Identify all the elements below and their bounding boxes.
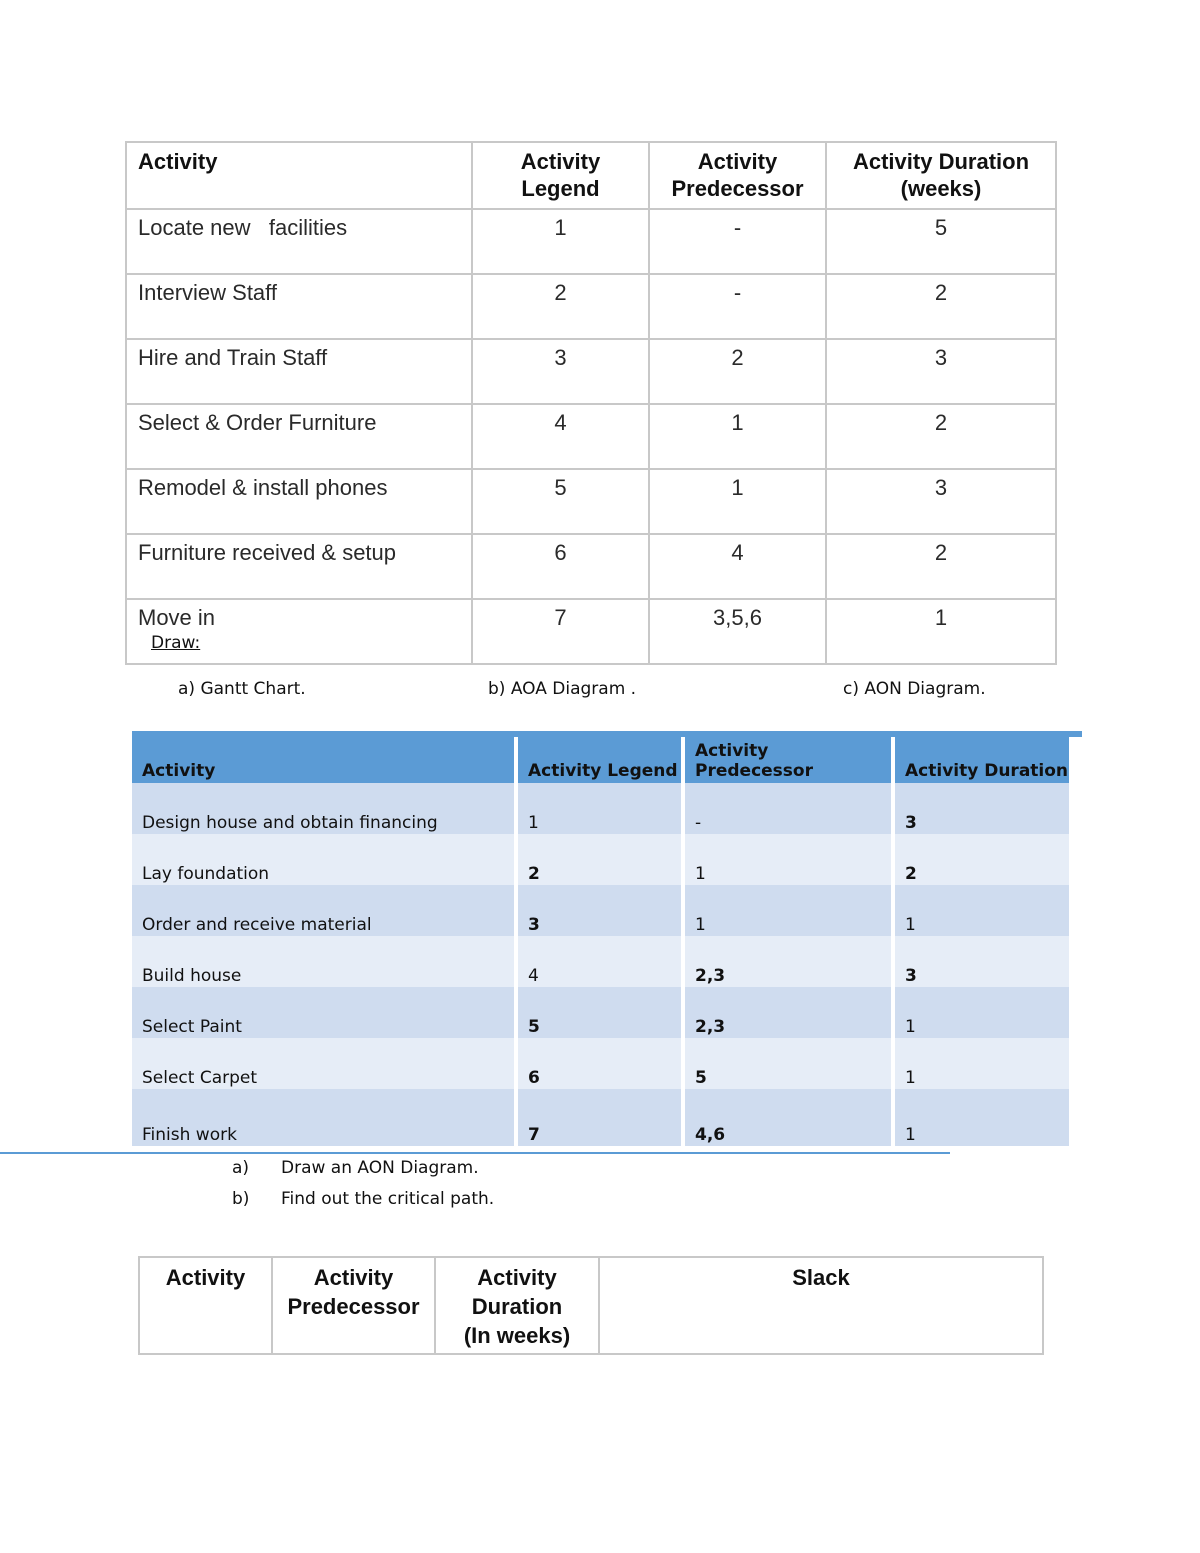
- question-text: Draw an AON Diagram.: [281, 1158, 479, 1178]
- draw-label: Draw:: [151, 633, 201, 653]
- cell-activity: Furniture received & setup: [126, 534, 472, 599]
- table-row: [126, 339, 1056, 404]
- table-row: [132, 987, 1069, 1038]
- cell-legend: 4: [516, 936, 683, 987]
- header-activity-duration: Activity Duration (weeks): [826, 142, 1056, 209]
- cell-duration: 1: [893, 885, 1069, 936]
- cell-duration: 2: [826, 274, 1056, 339]
- activity-table-1: [125, 141, 1057, 665]
- cell-legend: 1: [516, 783, 683, 834]
- cell-predecessor: 2,3: [683, 987, 893, 1038]
- table-row: [132, 936, 1069, 987]
- cell-predecessor: 3,5,6: [649, 599, 826, 664]
- cell-legend: 6: [516, 1038, 683, 1089]
- header-activity: Activity: [126, 142, 472, 209]
- draw-item-aoa-diagram: b) AOA Diagram .: [488, 679, 637, 699]
- cell-legend: 2: [516, 834, 683, 885]
- cell-legend: 5: [472, 469, 649, 534]
- table-header-row: [126, 142, 1056, 209]
- cell-legend: 3: [472, 339, 649, 404]
- header-activity-predecessor: Activity Predecessor: [683, 737, 893, 783]
- cell-activity: Remodel & install phones: [126, 469, 472, 534]
- cell-duration: 3: [893, 936, 1069, 987]
- table-row: [126, 469, 1056, 534]
- table-row: [132, 1038, 1069, 1089]
- draw-item-gantt-chart: a) Gantt Chart.: [178, 679, 306, 699]
- cell-predecessor: 1: [649, 469, 826, 534]
- cell-predecessor: 5: [683, 1038, 893, 1089]
- table-row: [132, 1089, 1069, 1146]
- cell-activity: Select & Order Furniture: [126, 404, 472, 469]
- table-header-row: [139, 1257, 1043, 1354]
- header-activity-predecessor: Activity Predecessor: [272, 1257, 435, 1354]
- cell-predecessor: -: [683, 783, 893, 834]
- cell-legend: 5: [516, 987, 683, 1038]
- cell-activity: Lay foundation: [132, 834, 516, 885]
- cell-duration: 2: [826, 534, 1056, 599]
- activity-table-2: [132, 737, 1069, 1146]
- cell-duration: 3: [826, 339, 1056, 404]
- header-activity-legend: Activity Legend: [516, 737, 683, 783]
- cell-legend: 1: [472, 209, 649, 274]
- cell-activity: Finish work: [132, 1089, 516, 1146]
- cell-predecessor: 2: [649, 339, 826, 404]
- cell-legend: 4: [472, 404, 649, 469]
- cell-activity: Select Paint: [132, 987, 516, 1038]
- cell-predecessor: 2,3: [683, 936, 893, 987]
- cell-duration: 5: [826, 209, 1056, 274]
- cell-duration: 1: [893, 1038, 1069, 1089]
- cell-predecessor: 1: [649, 404, 826, 469]
- table-row: [126, 209, 1056, 274]
- question-letter: a): [232, 1158, 250, 1178]
- header-activity-legend: Activity Legend: [472, 142, 649, 209]
- cell-legend: 7: [472, 599, 649, 664]
- cell-predecessor: 4: [649, 534, 826, 599]
- question-letter: b): [232, 1189, 250, 1209]
- cell-activity: Move in: [126, 599, 472, 664]
- cell-duration: 3: [826, 469, 1056, 534]
- cell-legend: 3: [516, 885, 683, 936]
- cell-legend: 6: [472, 534, 649, 599]
- table-row: [132, 834, 1069, 885]
- question-text: Find out the critical path.: [281, 1189, 495, 1209]
- cell-predecessor: 4,6: [683, 1089, 893, 1146]
- cell-activity: Order and receive material: [132, 885, 516, 936]
- table-row: [126, 534, 1056, 599]
- cell-activity: Select Carpet: [132, 1038, 516, 1089]
- table-bottom-rule: [0, 1152, 950, 1154]
- cell-duration: 1: [893, 1089, 1069, 1146]
- cell-predecessor: 1: [683, 885, 893, 936]
- cell-activity: Build house: [132, 936, 516, 987]
- cell-legend: 2: [472, 274, 649, 339]
- header-activity: Activity: [132, 737, 516, 783]
- table-row: [132, 885, 1069, 936]
- cell-duration: 3: [893, 783, 1069, 834]
- cell-legend: 7: [516, 1089, 683, 1146]
- draw-item-aon-diagram: c) AON Diagram.: [843, 679, 986, 699]
- table-row: [126, 404, 1056, 469]
- table-row: [126, 599, 1056, 664]
- cell-duration: 2: [893, 834, 1069, 885]
- cell-activity: Interview Staff: [126, 274, 472, 339]
- cell-duration: 1: [893, 987, 1069, 1038]
- cell-predecessor: 1: [683, 834, 893, 885]
- header-activity-duration: Activity Duration (In weeks): [435, 1257, 599, 1354]
- table-header-row: [132, 737, 1069, 783]
- cell-duration: 1: [826, 599, 1056, 664]
- table-row: [132, 783, 1069, 834]
- header-slack: Slack: [599, 1257, 1043, 1354]
- cell-duration: 2: [826, 404, 1056, 469]
- cell-activity: Design house and obtain financing: [132, 783, 516, 834]
- cell-activity: Locate new facilities: [126, 209, 472, 274]
- cell-predecessor: -: [649, 274, 826, 339]
- cell-predecessor: -: [649, 209, 826, 274]
- slack-table: [138, 1256, 1044, 1355]
- header-activity-duration: Activity Duration: [893, 737, 1069, 783]
- cell-activity: Hire and Train Staff: [126, 339, 472, 404]
- header-activity: Activity: [139, 1257, 272, 1354]
- table-row: [126, 274, 1056, 339]
- header-activity-predecessor: Activity Predecessor: [649, 142, 826, 209]
